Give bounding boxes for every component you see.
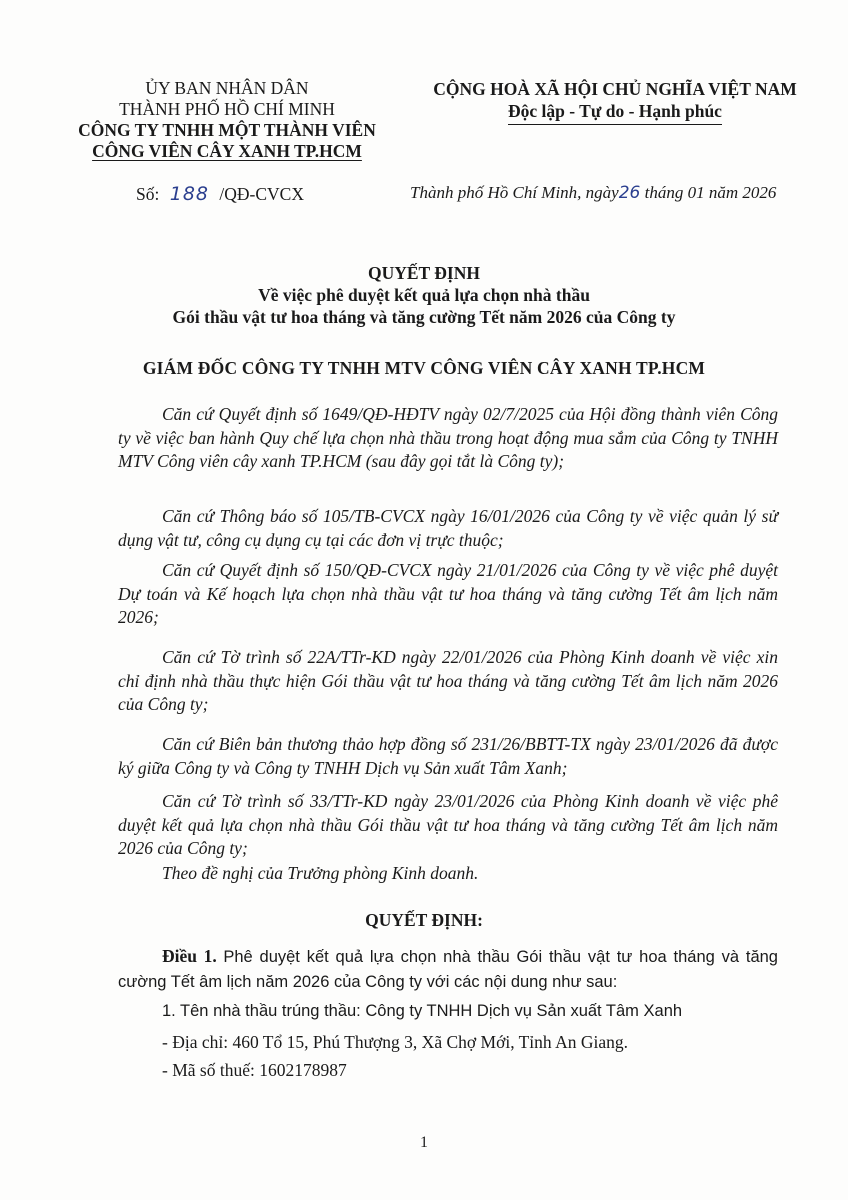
issuing-authority-block [62, 78, 392, 162]
authority-line-1: ỦY BAN NHÂN DÂN [145, 78, 309, 98]
doc-number-label: Số: [136, 184, 160, 204]
decision-title [60, 262, 788, 328]
legal-basis-2: Căn cứ Thông báo số 105/TB-CVCX ngày 16/01/2026 của Công ty về việc quản lý sử dụng vật tư, công cụ dụng cụ tại các đơn vị trực thuộc; [118, 506, 778, 550]
doc-number-handwritten: 188 [169, 183, 209, 205]
authority-line-2: THÀNH PHỐ HỒ CHÍ MINH [119, 99, 335, 119]
date-suffix: tháng 01 năm 2026 [644, 183, 777, 202]
title-line-2: Về việc phê duyệt kết quả lựa chọn nhà thầu [258, 285, 590, 305]
date-day-handwritten: 26 [618, 183, 641, 203]
legal-basis-3: Căn cứ Quyết định số 150/QĐ-CVCX ngày 21/01/2026 của Công ty về việc phê duyệt Dự toán và Kế hoạch lựa chọn nhà thầu vật tư hoa tháng và tăng cường Tết âm lịch năm 2026; [118, 560, 778, 627]
doc-number-suffix: /QĐ-CVCX [219, 184, 304, 204]
legal-basis-1: Căn cứ Quyết định số 1649/QĐ-HĐTV ngày 02/7/2025 của Hội đồng thành viên Công ty về việc ban hành Quy chế lựa chọn nhà thầu trong hoạt động mua sắm của Công ty TNHH MTV Công viên cây xanh TP.HCM (sau đây gọi tắt là Công ty); [118, 404, 778, 471]
national-title: CỘNG HOÀ XÃ HỘI CHỦ NGHĨA VIỆT NAM [433, 79, 797, 99]
page-number: 1 [420, 1134, 428, 1151]
company-name-line-2: CÔNG VIÊN CÂY XANH TP.HCM [92, 141, 362, 161]
bidder-address: - Địa chỉ: 460 Tổ 15, Phú Thượng 3, Xã Chợ Mới, Tỉnh An Giang. [162, 1032, 628, 1052]
article-1-text: Phê duyệt kết quả lựa chọn nhà thầu Gói thầu vật tư hoa tháng và tăng cường Tết âm lịch năm 2026 của Công ty với các nội dung như sau: [118, 948, 778, 991]
legal-basis-5: Căn cứ Biên bản thương thảo hợp đồng số 231/26/BBTT-TX ngày 23/01/2026 đã được ký giữa Công ty và Công ty TNHH Dịch vụ Sản xuất Tâm Xanh; [118, 734, 778, 778]
legal-basis-7: Theo đề nghị của Trưởng phòng Kinh doanh. [162, 863, 479, 883]
title-line-1: QUYẾT ĐỊNH [368, 263, 480, 283]
legal-basis-6: Căn cứ Tờ trình số 33/TTr-KD ngày 23/01/2026 của Phòng Kinh doanh về việc phê duyệt kết quả lựa chọn nhà thầu Gói thầu vật tư hoa tháng và tăng cường Tết âm lịch năm 2026 của Công ty; [118, 791, 778, 858]
winning-bidder: 1. Tên nhà thầu trúng thầu: Công ty TNHH Dịch vụ Sản xuất Tâm Xanh [162, 1002, 683, 1020]
legal-basis-4: Căn cứ Tờ trình số 22A/TTr-KD ngày 22/01/2026 của Phòng Kinh doanh về việc xin chỉ định nhà thầu thực hiện Gói thầu vật tư hoa tháng và tăng cường Tết âm lịch năm 2026 của Công ty; [118, 647, 778, 714]
national-header-block [410, 78, 820, 125]
decision-heading: QUYẾT ĐỊNH: [365, 910, 483, 930]
company-name-line-1: CÔNG TY TNHH MỘT THÀNH VIÊN [78, 120, 376, 140]
title-line-3: Gói thầu vật tư hoa tháng và tăng cường Tết năm 2026 của Công ty [172, 307, 676, 327]
national-motto: Độc lập - Tự do - Hạnh phúc [508, 100, 722, 125]
bidder-tax-code: - Mã số thuế: 1602178987 [162, 1060, 347, 1080]
director-heading: GIÁM ĐỐC CÔNG TY TNHH MTV CÔNG VIÊN CÂY XANH TP.HCM [142, 358, 706, 378]
article-1-label: Điều 1. [162, 946, 217, 966]
document-date [410, 183, 776, 203]
document-number [136, 183, 304, 205]
article-1 [118, 945, 778, 994]
date-prefix: Thành phố Hồ Chí Minh, ngày [410, 183, 619, 202]
